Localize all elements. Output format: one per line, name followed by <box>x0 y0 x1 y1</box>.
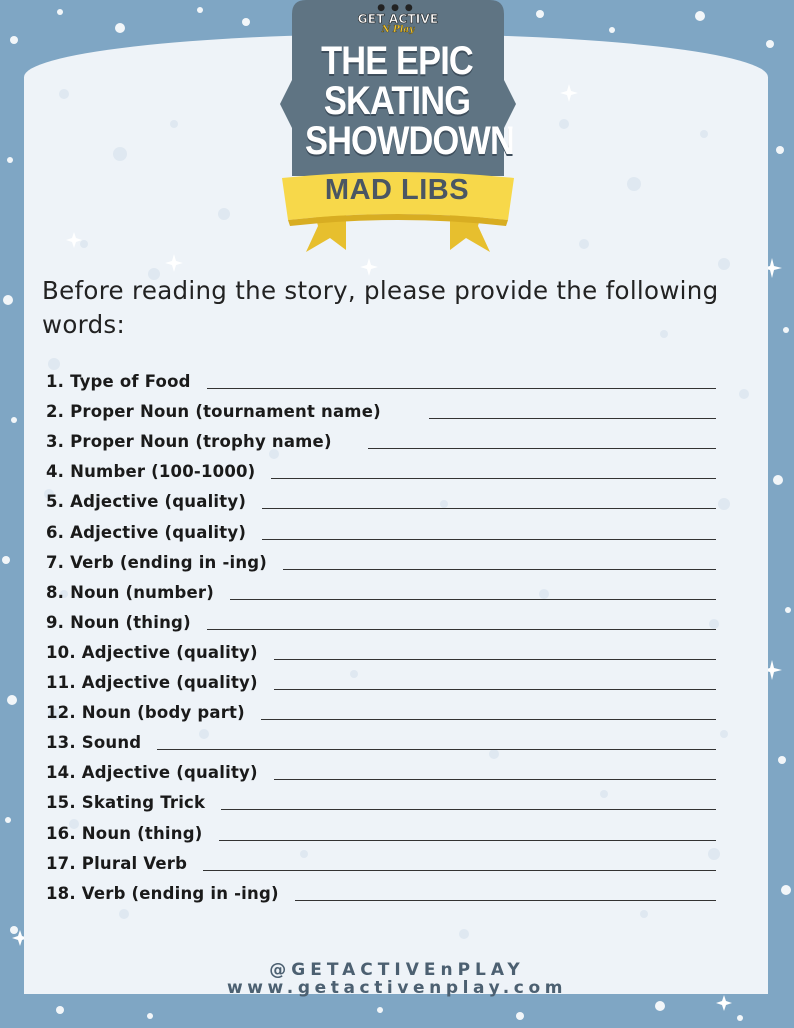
word-prompt: 11. Adjective (quality) <box>46 673 258 693</box>
answer-blank[interactable] <box>207 629 716 630</box>
answer-blank[interactable] <box>157 749 716 750</box>
list-item <box>46 753 716 783</box>
answer-blank[interactable] <box>274 689 716 690</box>
list-item <box>46 392 716 422</box>
list-item <box>46 603 716 633</box>
answer-blank[interactable] <box>207 388 716 389</box>
word-prompt: 16. Noun (thing) <box>46 823 203 843</box>
social-handle: @GETACTIVEnPLAY <box>269 960 525 980</box>
answer-blank[interactable] <box>274 659 716 660</box>
answer-blank[interactable] <box>368 448 716 449</box>
list-item <box>46 693 716 723</box>
word-prompt: 3. Proper Noun (trophy name) <box>46 432 332 452</box>
list-item <box>46 723 716 753</box>
word-prompt: 18. Verb (ending in -ing) <box>46 883 279 903</box>
brand-logo <box>340 4 456 38</box>
answer-blank[interactable] <box>274 779 716 780</box>
word-prompt: 13. Sound <box>46 733 142 753</box>
sports-balls-icon: ●●● <box>377 3 419 13</box>
list-item <box>46 482 716 512</box>
word-prompt: 15. Skating Trick <box>46 793 206 813</box>
brand-name: GET ACTIVE <box>357 12 439 26</box>
word-prompt: 12. Noun (body part) <box>46 703 245 723</box>
word-prompt: 17. Plural Verb <box>46 853 188 873</box>
title-line: SKATING <box>323 79 471 123</box>
answer-blank[interactable] <box>230 599 716 600</box>
answer-blank[interactable] <box>262 539 716 540</box>
answer-blank[interactable] <box>271 478 716 479</box>
title-line: SHOWDOWN <box>304 119 515 163</box>
list-item <box>46 512 716 542</box>
word-prompt: 6. Adjective (quality) <box>46 522 247 542</box>
list-item <box>46 874 716 904</box>
ribbon-label: MAD LIBS <box>324 174 470 206</box>
intro-text: Before reading the story, please provide the following words: <box>42 276 719 339</box>
list-item <box>46 844 716 874</box>
answer-blank[interactable] <box>283 569 716 570</box>
answer-blank[interactable] <box>261 719 716 720</box>
word-list <box>46 362 716 904</box>
list-item <box>46 783 716 813</box>
brand-subtitle: N Play <box>381 25 415 35</box>
answer-blank[interactable] <box>203 870 716 871</box>
answer-blank[interactable] <box>219 840 717 841</box>
list-item <box>46 813 716 843</box>
word-prompt: 10. Adjective (quality) <box>46 642 258 662</box>
list-item <box>46 543 716 573</box>
word-prompt: 8. Noun (number) <box>46 582 214 602</box>
list-item <box>46 633 716 663</box>
title-line: THE EPIC <box>321 39 473 83</box>
answer-blank[interactable] <box>221 809 716 810</box>
word-prompt: 9. Noun (thing) <box>46 612 191 632</box>
worksheet-title <box>290 39 515 163</box>
list-item <box>46 452 716 482</box>
word-prompt: 5. Adjective (quality) <box>46 492 247 512</box>
word-prompt: 1. Type of Food <box>46 372 191 392</box>
word-prompt: 4. Number (100-1000) <box>46 462 256 482</box>
word-prompt: 7. Verb (ending in -ing) <box>46 552 268 572</box>
list-item <box>46 663 716 693</box>
word-prompt: 2. Proper Noun (tournament name) <box>46 402 381 422</box>
list-item <box>46 573 716 603</box>
word-prompt: 14. Adjective (quality) <box>46 763 258 783</box>
list-item <box>46 422 716 452</box>
list-item <box>46 362 716 392</box>
answer-blank[interactable] <box>295 900 716 901</box>
answer-blank[interactable] <box>262 508 716 509</box>
website-link[interactable]: www.getactivenplay.com <box>226 978 568 998</box>
answer-blank[interactable] <box>429 418 716 419</box>
